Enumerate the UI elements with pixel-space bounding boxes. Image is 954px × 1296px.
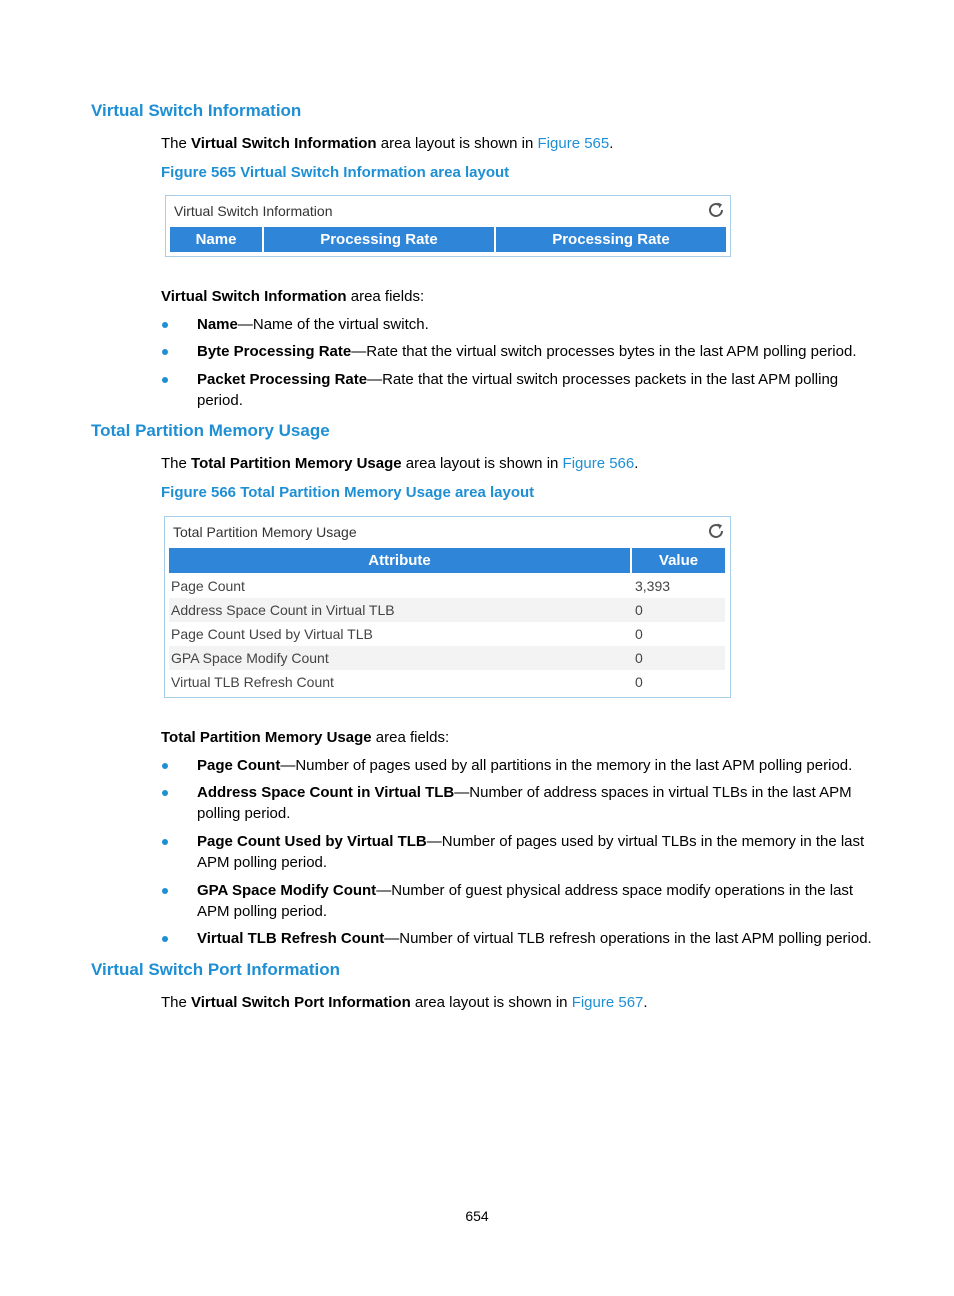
cell-attribute: GPA Space Modify Count bbox=[171, 650, 329, 666]
cell-attribute: Page Count bbox=[171, 578, 245, 594]
bullet-desc: —Rate that the virtual switch processes bytes in the last APM polling period. bbox=[351, 343, 857, 360]
bullet-desc: —Number of address spaces in virtual TLBs in the last APM polling period. bbox=[197, 784, 852, 822]
bold-term: Virtual Switch Information bbox=[191, 135, 377, 152]
page-number: 654 bbox=[465, 1208, 489, 1224]
cell-value: 0 bbox=[635, 650, 643, 666]
fields-intro bbox=[161, 286, 424, 307]
column-header-name[interactable]: Name bbox=[170, 227, 262, 252]
section-heading-total-partition-memory-usage: Total Partition Memory Usage bbox=[91, 421, 330, 440]
table-row bbox=[169, 622, 725, 646]
bullet-desc: —Number of guest physical address space modify operations in the last APM polling period. bbox=[197, 882, 854, 920]
cell-attribute: Address Space Count in Virtual TLB bbox=[171, 602, 395, 618]
intro-paragraph bbox=[161, 133, 613, 154]
bullet-dot bbox=[162, 349, 168, 355]
figure-caption: Figure 566 Total Partition Memory Usage area layout bbox=[161, 484, 535, 501]
intro-paragraph bbox=[161, 992, 648, 1013]
bullet-term: Byte Processing Rate bbox=[197, 343, 352, 360]
cell-value: 0 bbox=[635, 602, 643, 618]
list-item bbox=[197, 369, 847, 411]
bullet-term: Packet Processing Rate bbox=[197, 371, 368, 388]
table-row bbox=[169, 598, 725, 622]
text: . bbox=[609, 135, 614, 152]
list-item bbox=[197, 831, 869, 873]
figure-link[interactable]: Figure 565 bbox=[537, 135, 610, 152]
cell-attribute: Virtual TLB Refresh Count bbox=[171, 674, 334, 690]
section-heading-virtual-switch-port-information: Virtual Switch Port Information bbox=[91, 960, 341, 979]
bold-term: Virtual Switch Port Information bbox=[191, 994, 411, 1011]
bullet-dot bbox=[162, 322, 168, 328]
list-item bbox=[197, 782, 862, 824]
list-item bbox=[197, 755, 887, 776]
text: area layout is shown in bbox=[376, 135, 538, 152]
column-header-attribute[interactable]: Attribute bbox=[169, 548, 630, 573]
text: . bbox=[643, 994, 648, 1011]
list-item bbox=[197, 314, 877, 335]
text: . bbox=[634, 455, 639, 472]
table-row bbox=[169, 646, 725, 670]
bold-term: Total Partition Memory Usage bbox=[191, 455, 402, 472]
bullet-dot bbox=[162, 377, 168, 383]
column-header-byte-processing-rate[interactable]: Processing Rate bbox=[264, 227, 494, 252]
bullet-dot bbox=[162, 888, 168, 894]
fields-intro bbox=[161, 727, 449, 748]
bold-term: Virtual Switch Information bbox=[161, 288, 347, 305]
cell-value: 0 bbox=[635, 626, 643, 642]
bullet-term: GPA Space Modify Count bbox=[197, 882, 377, 899]
bullet-term: Virtual TLB Refresh Count bbox=[197, 930, 385, 947]
bullet-dot bbox=[162, 839, 168, 845]
text: area layout is shown in bbox=[401, 455, 563, 472]
bold-term: Total Partition Memory Usage bbox=[161, 729, 372, 746]
bullet-desc: —Number of pages used by virtual TLBs in the memory in the last APM polling period. bbox=[197, 833, 865, 871]
cell-value: 3,393 bbox=[635, 578, 671, 594]
text: The bbox=[161, 135, 192, 152]
bullet-desc: —Rate that the virtual switch processes packets in the last APM polling period. bbox=[197, 371, 839, 409]
bullet-dot bbox=[162, 763, 168, 769]
figure-link[interactable]: Figure 567 bbox=[571, 994, 644, 1011]
total-partition-memory-usage-panel bbox=[164, 516, 731, 698]
bullet-term: Address Space Count in Virtual TLB bbox=[197, 784, 455, 801]
table-row bbox=[169, 670, 725, 694]
intro-paragraph bbox=[161, 453, 638, 474]
bullet-term: Name bbox=[197, 316, 238, 333]
text: area fields: bbox=[346, 288, 425, 305]
list-item bbox=[197, 341, 877, 362]
cell-attribute: Page Count Used by Virtual TLB bbox=[171, 626, 373, 642]
virtual-switch-information-panel bbox=[165, 195, 731, 257]
bullet-desc: —Number of pages used by all partitions in the memory in the last APM polling period. bbox=[280, 757, 853, 774]
text: area fields: bbox=[371, 729, 450, 746]
bullet-term: Page Count bbox=[197, 757, 281, 774]
text: The bbox=[161, 994, 192, 1011]
text: area layout is shown in bbox=[410, 994, 572, 1011]
column-header-packet-processing-rate[interactable]: Processing Rate bbox=[496, 227, 726, 252]
bullet-dot bbox=[162, 936, 168, 942]
figure-caption: Figure 565 Virtual Switch Information area layout bbox=[161, 164, 510, 181]
bullet-desc: —Number of virtual TLB refresh operations in the last APM polling period. bbox=[384, 930, 872, 947]
text: The bbox=[161, 455, 192, 472]
section-heading-virtual-switch-information: Virtual Switch Information bbox=[91, 101, 302, 120]
bullet-desc: —Name of the virtual switch. bbox=[237, 316, 429, 333]
bullet-dot bbox=[162, 790, 168, 796]
bullet-term: Page Count Used by Virtual TLB bbox=[197, 833, 427, 850]
cell-value: 0 bbox=[635, 674, 643, 690]
panel-title: Virtual Switch Information bbox=[174, 203, 333, 219]
table-row bbox=[169, 574, 725, 598]
column-header-value[interactable]: Value bbox=[632, 548, 725, 573]
figure-link[interactable]: Figure 566 bbox=[562, 455, 635, 472]
refresh-icon[interactable] bbox=[706, 200, 726, 220]
list-item bbox=[197, 928, 897, 949]
panel-title: Total Partition Memory Usage bbox=[173, 524, 357, 540]
refresh-icon[interactable] bbox=[706, 521, 726, 541]
list-item bbox=[197, 880, 869, 922]
